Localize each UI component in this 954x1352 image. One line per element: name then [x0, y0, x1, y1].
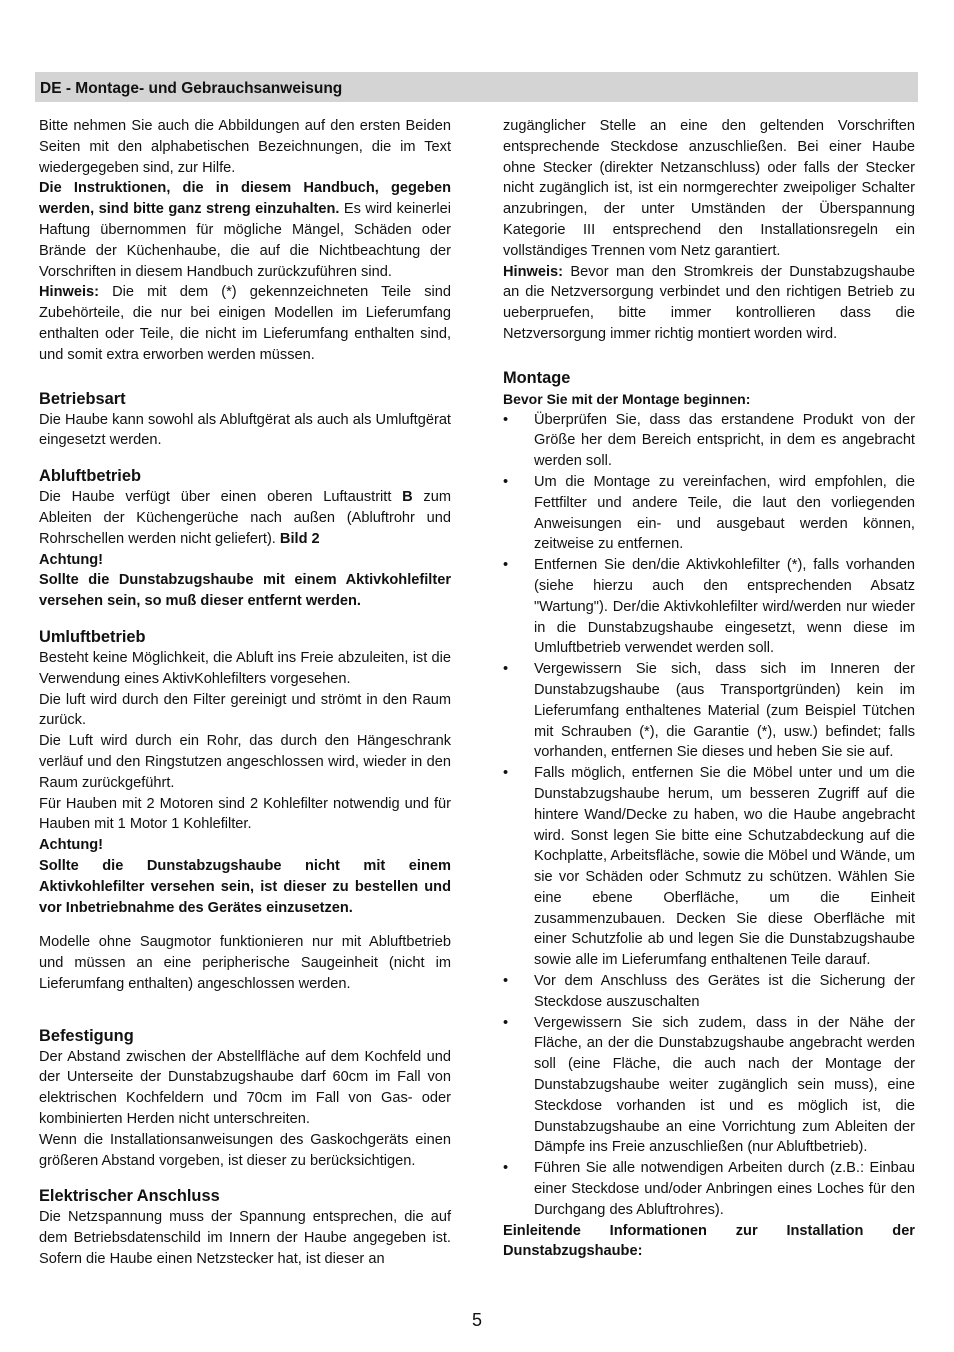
abluft-ref-b: B	[402, 489, 413, 506]
hinweis-paragraph	[39, 282, 451, 365]
bullet-icon: •	[503, 1014, 509, 1031]
bullet-icon: •	[503, 661, 509, 678]
heading-betriebsart: Betriebsart	[39, 389, 126, 408]
umluft-warning: Sollte die Dunstabzugshaube nicht mit einem Aktivkohlefilter versehen sein, ist dieser zu bestellen und vor Inbetriebnahme des Gerätes einzusetzen.	[39, 857, 451, 916]
instructions-paragraph	[39, 178, 451, 282]
bullet-icon: •	[503, 973, 509, 990]
list-item	[503, 971, 915, 1013]
list-item	[503, 1158, 915, 1220]
installation-intro-heading: Einleitende Informationen zur Installation der Dunstabzugshaube:	[503, 1222, 915, 1260]
list-item	[503, 410, 915, 472]
heading-montage: Montage	[503, 368, 571, 387]
abluft-achtung: Achtung!	[39, 551, 104, 568]
heading-umluftbetrieb: Umluftbetrieb	[39, 627, 146, 646]
section-header	[35, 72, 918, 102]
abluft-figure-ref: Bild 2	[279, 530, 320, 547]
left-column	[39, 116, 451, 1270]
list-item-text: Um die Montage zu vereinfachen, wird empfohlen, die Fettfilter und andere Teile, die laut den vorliegenden Anweisungen ein- und ausgebaut werden können, zeitweise zu entfernen.	[534, 473, 915, 553]
instructions-bold: Die Instruktionen, die in diesem Handbuch, gegeben werden, sind bitte ganz streng einzuhalten.	[39, 180, 451, 218]
modelle-paragraph: Modelle ohne Saugmotor funktionieren nur mit Abluftbetrieb und müssen an eine peripherische Saugeinheit (nicht im Lieferumfang enthalten) angeschlossen werden.	[39, 934, 451, 992]
heading-elektrischer-anschluss: Elektrischer Anschluss	[39, 1187, 220, 1206]
hinweis-netz-paragraph	[503, 262, 915, 345]
befestigung-paragraph-2: Wenn die Installationsanweisungen des Gaskochgeräts einen größeren Abstand vorgeben, ist dieser zu berücksichtigen.	[39, 1131, 451, 1169]
abluft-text	[39, 487, 451, 549]
section-title: DE - Montage- und Gebrauchsanweisung	[40, 80, 343, 97]
continued-paragraph: zugänglicher Stelle an eine den geltenden Vorschriften entsprechende Steckdose anzuschließen. Bei einer Haube ohne Stecker (direkter Netzanschluss) oder falls der Stecker nicht zugänglich ist, ist ein normgerechter zweipoliger Schalter anzubringen, der unter Umständen der Überspannung Kategorie III entsprechend den Installationsregeln ein vollständiges Trennen vom Netz garantiert.	[503, 118, 915, 259]
hinweis-netz-label: Hinweis:	[503, 263, 564, 280]
list-item	[503, 472, 915, 555]
bullet-icon: •	[503, 765, 509, 782]
montage-subtitle: Bevor Sie mit der Montage beginnen:	[503, 390, 751, 407]
list-item-text: Vor dem Anschluss des Gerätes ist die Sicherung der Steckdose auszuschalten	[534, 973, 915, 1010]
list-item	[503, 659, 915, 763]
befestigung-paragraph-1: Der Abstand zwischen der Abstellfläche auf dem Kochfeld und der Unterseite der Dunstabzugshaube darf 60cm im Fall von elektrischen Kochfeldern und 70cm im Fall von Gas- oder kombinierten Herden nicht unterschreiten.	[39, 1048, 451, 1128]
list-item-text: Führen Sie alle notwendigen Arbeiten durch (z.B.: Einbau einer Steckdose und/oder Anbringen eines Loches für den Durchgang des Abluftrohres).	[534, 1160, 915, 1218]
abluft-text-part1: Die Haube verfügt über einen oberen Luftaustritt	[39, 489, 403, 506]
list-item	[503, 1013, 915, 1159]
elektrisch-paragraph: Die Netzspannung muss der Spannung entsprechen, die auf dem Betriebsdatenschild im Innern der Haube angegeben ist. Sofern die Haube einen Netzstecker hat, ist dieser an	[39, 1209, 451, 1268]
list-item-text: Vergewissern Sie sich zudem, dass in der Nähe der Fläche, an der die Dunstabzugshaube angebracht werden soll (eine Fläche, die auch nach der Montage der Dunstabzugshaube weiter zugänglich sein muss), eine Steckdose vorhanden ist und es möglich ist, die Dunstabzugshaube an eine Vorrichtung zum Ableiten der Dämpfe ins Freie anzuschließen (nur Abluftbetrieb).	[534, 1014, 915, 1156]
umluft-paragraph-3: Die Luft wird durch ein Rohr, das durch den Hängeschrank verläuf und den Ringstutzen angeschlossen wird, wieder in den Raum zurückgeführt.	[39, 733, 451, 791]
umluft-paragraph-1: Besteht keine Möglichkeit, die Abluft ins Freie abzuleiten, ist die Verwendung eines AktivKohlefilters vorgesehen.	[39, 649, 451, 687]
umluft-paragraph-4: Für Hauben mit 2 Motoren sind 2 Kohlefilter notwendig und für Hauben mit 1 Motor 1 Kohlefilter.	[39, 795, 451, 833]
betriebsart-text: Die Haube kann sowohl als Abluftgërat als auch als Umluftgërat eingesetzt werden.	[39, 411, 451, 449]
right-column	[503, 116, 915, 1262]
montage-checklist	[503, 410, 915, 1221]
list-item-text: Überprüfen Sie, dass das erstandene Produkt von der Größe her dem Bereich entspricht, in dem es angebracht werden soll.	[534, 411, 915, 470]
list-item-text: Vergewissern Sie sich, dass sich im Inneren der Dunstabzugshaube (aus Transportgründen) kein im Lieferumfang enthaltenes Material (zum Beispiel Tütchen mit Schrauben (*), die Garantie (*), usw.) befindet; falls vorhanden, entfernen Sie dieses und heben Sie sie auf.	[534, 661, 915, 761]
bullet-icon: •	[503, 557, 509, 574]
hinweis-label: Hinweis:	[39, 284, 100, 301]
umluft-paragraph-2: Die luft wird durch den Filter gereinigt und strömt in den Raum zurück.	[39, 691, 451, 729]
page-number: 5	[471, 1310, 482, 1330]
abluft-warning: Sollte die Dunstabzugshaube mit einem Aktivkohlefilter versehen sein, so muß dieser entfernt werden.	[39, 572, 451, 610]
bullet-icon: •	[503, 473, 509, 490]
intro-paragraph: Bitte nehmen Sie auch die Abbildungen auf den ersten Beiden Seiten mit den alphabetischen Bezeichnungen, die im Text wiedergegeben sind, zur Hilfe.	[39, 118, 451, 176]
instructions-rest: Es wird keinerlei Haftung übernommen für mögliche Mängel, Schäden oder Brände der Küchenhaube, die auf die Nichtbeachtung der Vorschriften in diesem Handbuch zurückzuführen sind.	[39, 201, 451, 280]
list-item	[503, 555, 915, 659]
list-item-text: Entfernen Sie den/die Aktivkohlefilter (*), falls vorhanden (siehe hierzu auch den entsprechenden Absatz "Wartung"). Der/die Aktivkohlefilter wird/werden nur wieder in die Dunstabzugshaube eingesetzt, wenn diese im Umluftbetrieb verwendet werden soll.	[534, 557, 915, 657]
list-item	[503, 763, 915, 971]
heading-befestigung: Befestigung	[39, 1026, 134, 1045]
bullet-icon: •	[503, 411, 509, 428]
hinweis-netz-text: Bevor man den Stromkreis der Dunstabzugshaube an die Netzversorgung verbindet und den richtigen Betrieb zu ueberpruefen, bitte immer kontrollieren dass die Netzversorgung immer richtig montiert worden wird.	[503, 263, 915, 342]
bullet-icon: •	[503, 1160, 509, 1177]
heading-abluftbetrieb: Abluftbetrieb	[39, 467, 141, 486]
list-item-text: Falls möglich, entfernen Sie die Möbel unter und um die Dunstabzugshaube herum, um besseren Zugriff auf die hintere Wand/Decke zu haben, wo die Haube angebracht wird. Sonst legen Sie bitte eine Schutzabdeckung auf die Kochplatte, Arbeitsfläche, sowie die Möbel und Wände, um sie vor Schäden oder Schmutz zu schützen. Wählen Sie eine ebene Oberfläche, um die Einheit zusammenzubauen. Decken Sie diese Oberfläche mit einer Schutzfolie ab und legen Sie die Dunstabzugshaube sowie alle im Lieferumfang enthaltenen Teile darauf.	[534, 765, 915, 969]
abluft-text-part2: zum Ableiten der Küchengerüche nach außen (Abluftrohr und Rohrschellen werden nicht geliefert).	[39, 489, 451, 547]
umluft-achtung: Achtung!	[39, 837, 104, 854]
hinweis-text: Die mit dem (*) gekennzeichneten Teile sind Zubehörteile, die nur bei einigen Modellen im Lieferumfang enthalten oder Teile, die nicht im Lieferumfang enthalten sind, und somit extra erworben werden müssen.	[39, 284, 451, 363]
